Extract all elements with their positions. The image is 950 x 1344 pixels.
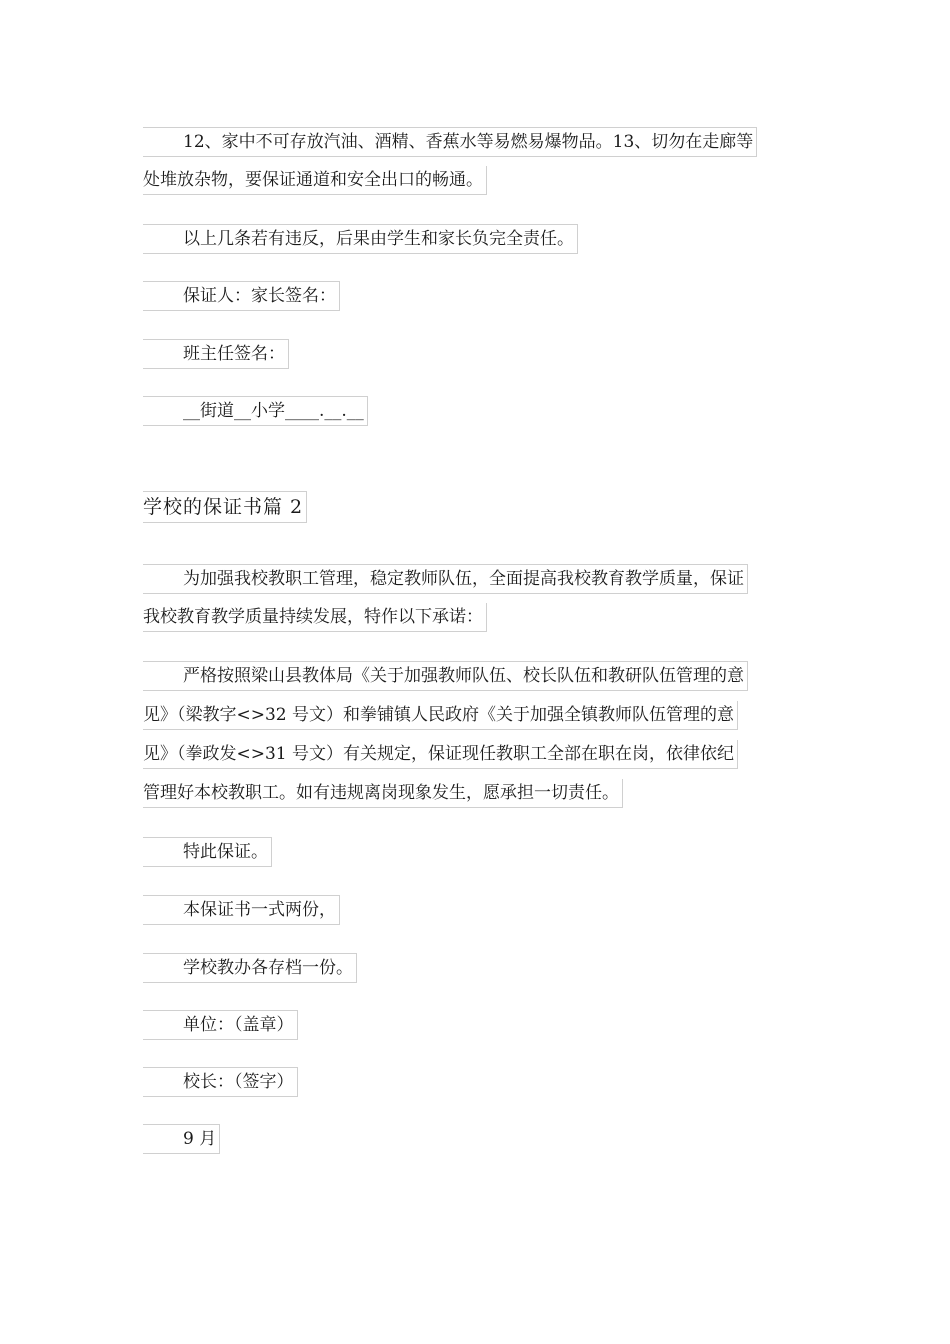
teacher-signature-line: 班主任签名： [143, 339, 289, 369]
closing-line: 特此保证。 [143, 837, 272, 867]
date-line: 9 月 [143, 1124, 220, 1154]
section-title: 学校的保证书篇 2 [143, 491, 307, 523]
paragraph-line: 见》（拳政发<>31 号文）有关规定，保证现任教职工全部在职在岗，依律依纪 [143, 740, 738, 769]
paragraph-line: 见》（梁教字<>32 号文）和拳铺镇人民政府《关于加强全镇教师队伍管理的意 [143, 701, 738, 730]
responsibility-statement: 以上几条若有违反，后果由学生和家长负完全责任。 [143, 224, 578, 254]
paragraph-line: 严格按照梁山县教体局《关于加强教师队伍、校长队伍和教研队伍管理的意 [143, 661, 748, 691]
principal-signature-line: 校长：（签字） [143, 1067, 298, 1097]
paragraph-line: 为加强我校教职工管理，稳定教师队伍，全面提高我校教育教学质量，保证 [143, 564, 748, 594]
paragraph-line: 12、家中不可存放汽油、酒精、香蕉水等易燃易爆物品。13、切勿在走廊等 [143, 127, 757, 157]
copies-line: 本保证书一式两份， [143, 895, 340, 925]
paragraph-line: 我校教育教学质量持续发展，特作以下承诺： [143, 603, 487, 632]
paragraph-line: 处堆放杂物，要保证通道和安全出口的畅通。 [143, 166, 487, 195]
paragraph-line: 管理好本校教职工。如有违规离岗现象发生，愿承担一切责任。 [143, 779, 623, 808]
archive-line: 学校教办各存档一份。 [143, 953, 357, 983]
unit-seal-line: 单位：（盖章） [143, 1010, 298, 1040]
guarantor-signature-line: 保证人：家长签名： [143, 281, 340, 311]
school-date-line: __街道__小学____.__.__ [143, 396, 368, 426]
